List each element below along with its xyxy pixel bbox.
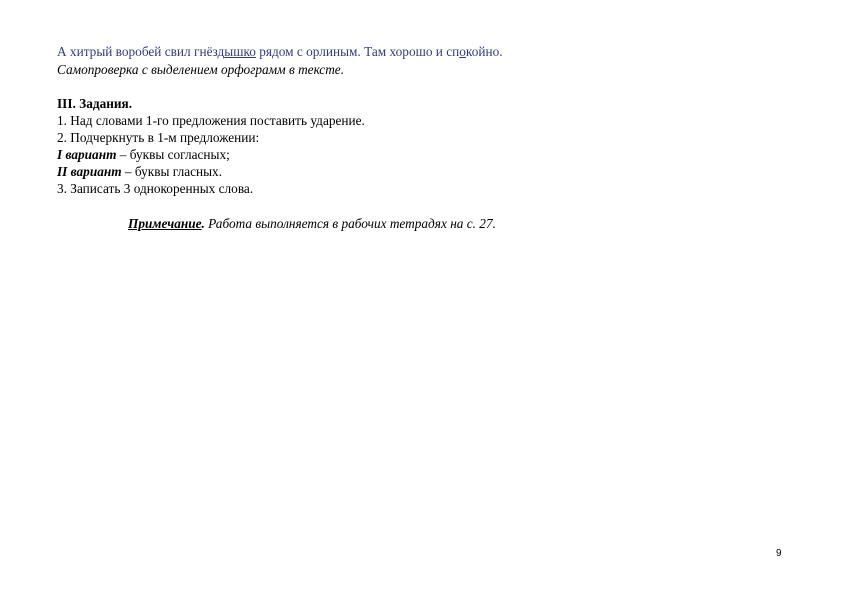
variant-2 bbox=[57, 164, 222, 180]
sentence-underlined-2: о bbox=[459, 44, 466, 59]
variant-2-label: II вариант bbox=[57, 164, 122, 179]
note-label: Примечание bbox=[128, 216, 202, 231]
variant-1 bbox=[57, 147, 230, 163]
note-dot: . bbox=[201, 216, 205, 231]
sentence-part-2: рядом с орлиным. Там хорошо и сп bbox=[255, 44, 460, 59]
variant-1-text: – буквы согласных; bbox=[116, 147, 230, 162]
sentence-underlined-1: ышко bbox=[224, 44, 256, 59]
note bbox=[128, 216, 496, 232]
example-sentence bbox=[57, 44, 503, 60]
task-3: 3. Записать 3 однокоренных слова. bbox=[57, 181, 254, 196]
variant-1-label: I вариант bbox=[57, 147, 117, 162]
section-title: III. Задания. bbox=[57, 96, 133, 111]
task-2: 2. Подчеркнуть в 1-м предложении: bbox=[57, 130, 260, 145]
sentence-part-1: А хитрый воробей свил гнёзд bbox=[57, 44, 225, 59]
variant-2-text: – буквы гласных. bbox=[121, 164, 223, 179]
sentence-part-3: койно. bbox=[465, 44, 503, 59]
note-text: Работа выполняется в рабочих тетрадях на с. 27. bbox=[204, 216, 496, 231]
task-1: 1. Над словами 1-го предложения поставить ударение. bbox=[57, 113, 365, 128]
self-check-line: Самопроверка с выделением орфограмм в тексте. bbox=[57, 62, 345, 77]
page-number: 9 bbox=[776, 548, 782, 559]
